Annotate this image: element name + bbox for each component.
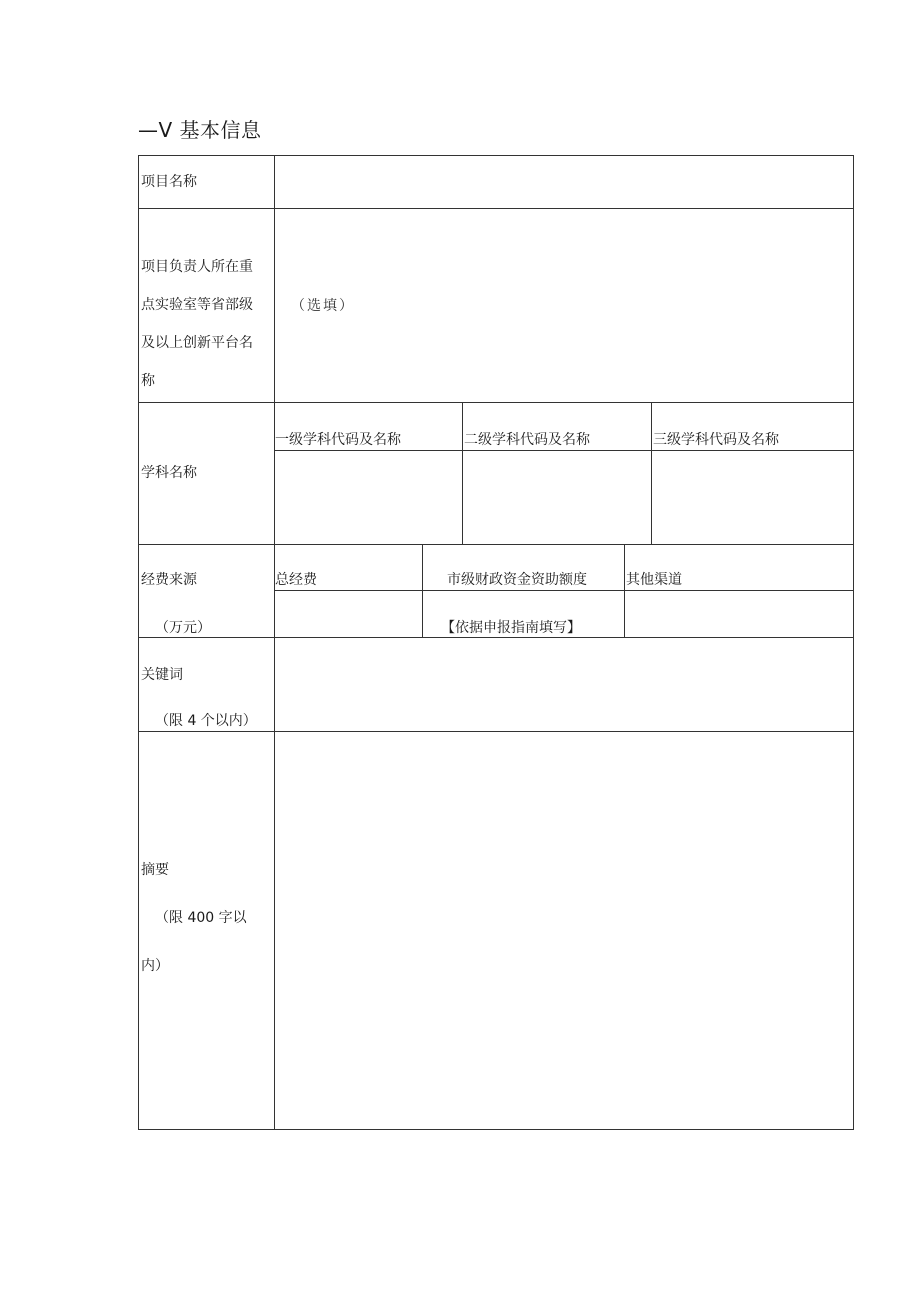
funding-total-field[interactable] xyxy=(275,591,422,637)
abstract-limit-label-cont: 内） xyxy=(141,958,169,974)
section-title: —V 基本信息 xyxy=(138,118,262,142)
project-name-label: 项目名称 xyxy=(141,174,197,190)
row-divider xyxy=(139,544,854,545)
abstract-label: 摘要 xyxy=(141,862,169,878)
platform-label xyxy=(141,257,253,391)
funding-other-header: 其他渠道 xyxy=(626,572,682,588)
platform-optional-hint: （选填） xyxy=(291,298,355,314)
funding-label: 经费来源 xyxy=(141,572,197,588)
platform-label-line: 及以上创新平台名 xyxy=(141,335,253,351)
discipline-label: 学科名称 xyxy=(141,465,197,481)
funding-guideline-note: 【依据申报指南填写】 xyxy=(441,620,581,636)
funding-unit-label: （万元） xyxy=(155,620,211,636)
discipline-level2-header: 二级学科代码及名称 xyxy=(464,432,590,448)
row-divider xyxy=(139,402,854,403)
basic-info-form xyxy=(138,155,854,1130)
platform-field[interactable] xyxy=(275,209,854,402)
discipline-level1-header: 一级学科代码及名称 xyxy=(275,432,401,448)
discipline-level1-field[interactable] xyxy=(275,451,462,544)
discipline-level2-field[interactable] xyxy=(463,451,651,544)
discipline-level3-field[interactable] xyxy=(652,451,854,544)
abstract-limit-label: （限 400 字以 xyxy=(155,910,247,926)
project-name-field[interactable] xyxy=(275,157,854,208)
keywords-limit-label: （限 4 个以内） xyxy=(155,713,257,729)
platform-label-line: 点实验室等省部级 xyxy=(141,297,253,313)
platform-label-line: 项目负责人所在重 xyxy=(141,259,253,275)
funding-other-field[interactable] xyxy=(625,591,854,637)
funding-city-header: 市级财政资金资助额度 xyxy=(447,572,587,588)
funding-total-header: 总经费 xyxy=(275,572,317,588)
abstract-field[interactable] xyxy=(275,732,854,1130)
keywords-label: 关键词 xyxy=(141,667,183,683)
keywords-field[interactable] xyxy=(275,638,854,731)
platform-label-line: 称 xyxy=(141,373,155,389)
discipline-level3-header: 三级学科代码及名称 xyxy=(653,432,779,448)
